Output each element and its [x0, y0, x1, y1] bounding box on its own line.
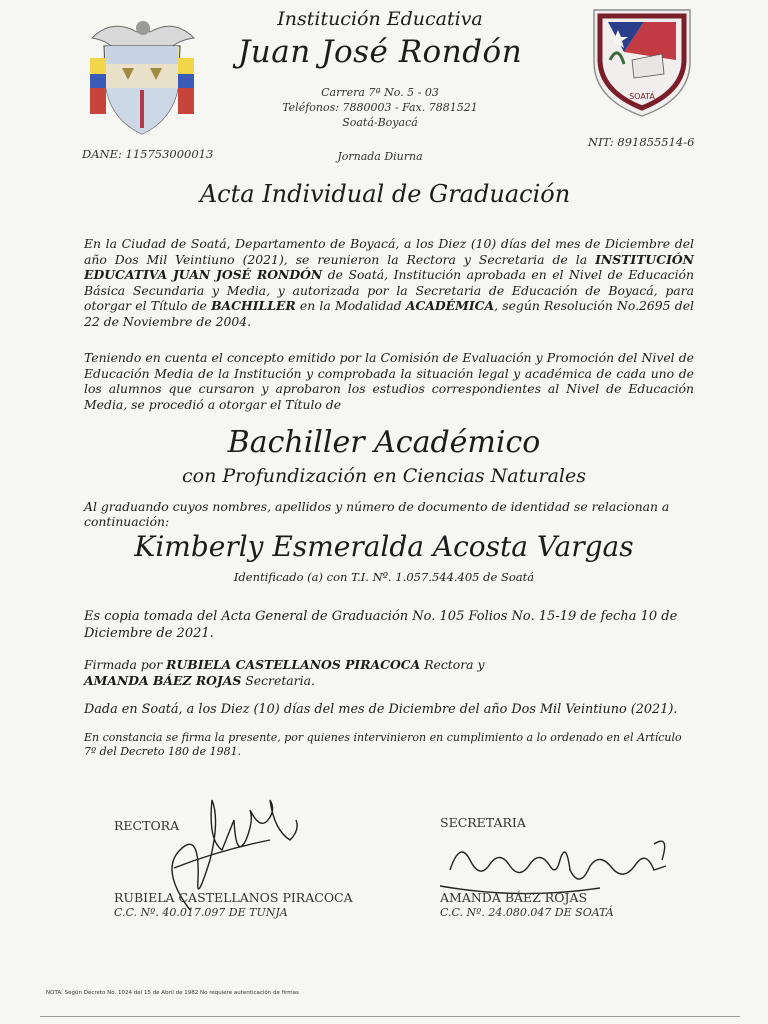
- paragraph-intro-text-1: En la Ciudad de Soatá, Departamento de Boyacá, a los Diez (10) días del mes de Diciembre del año Dos Mil Veintiuno (2021), se reunieron la Rectora y Secretaria de la: [84, 236, 694, 267]
- bottom-rule: [40, 1016, 740, 1017]
- institution-bold: INSTITUCIÓN EDUCATIVA JUAN JOSÉ RONDÓN: [84, 251, 694, 282]
- institution-label: Institución Educativa: [277, 8, 483, 30]
- institution-address: Carrera 7ª No. 5 - 03: [321, 86, 439, 99]
- degree-title: Bachiller Académico: [227, 425, 541, 460]
- institution-city: Soatá-Boyacá: [342, 116, 418, 129]
- crest-label: SOATÁ: [629, 92, 655, 101]
- secretary-role: SECRETARIA: [440, 815, 526, 830]
- rector-name: RUBIELA CASTELLANOS PIRACOCA: [114, 890, 353, 905]
- rector-role: RECTORA: [114, 818, 180, 833]
- secretary-name-bold: AMANDA BÁEZ ROJAS: [84, 673, 242, 688]
- paragraph-intro: [84, 236, 694, 329]
- paragraph-evaluation: Teniendo en cuenta el concepto emitido por la Comisión de Evaluación y Promoción del Nivel de Educación Media de la Institución y comprobada la situación legal y académica de cada uno de los alumnos que cursaron y aprobaron los estudios correspondientes al Nivel de Educación Media, se procedió a otorgar el Título de: [84, 350, 694, 412]
- copy-note: Es copia tomada del Acta General de Graduación No. 105 Folios No. 15-19 de fecha 10 de Diciembre de 2021.: [84, 609, 678, 641]
- degree-subtitle: con Profundización en Ciencias Naturales: [182, 465, 586, 487]
- secretary-cc: C.C. Nº. 24.080.047 DE SOATÁ: [440, 906, 614, 919]
- constancia: En constancia se firma la presente, por quienes intervinieron en cumplimiento a lo ordenado en el Artículo 7º del Decreto 180 de 1981.: [84, 731, 682, 758]
- paragraph-intro-text-3: en la Modalidad: [295, 298, 406, 313]
- secretary-name: AMANDA BÁEZ ROJAS: [440, 890, 588, 905]
- footer-note: NOTA: Según Decreto No. 1024 del 15 de Abril de 1982 No requiere autenticación de firmas: [46, 990, 299, 996]
- bachiller-bold: BACHILLER: [211, 298, 296, 313]
- graduate-id: Identificado (a) con T.I. Nº. 1.057.544.405 de Soatá: [233, 570, 535, 584]
- document-title: Acta Individual de Graduación: [199, 180, 571, 208]
- rector-cc: C.C. Nº. 40.017.097 DE TUNJA: [114, 906, 288, 919]
- graduate-intro: Al graduando cuyos nombres, apellidos y número de documento de identidad se relacionan a continuación:: [84, 499, 670, 529]
- institution-name: Juan José Rondón: [237, 34, 523, 70]
- signed-by-text-1: Firmada por: [84, 657, 167, 672]
- institution-phones: Teléfonos: 7880003 - Fax. 7881521: [282, 101, 478, 114]
- nit-code: NIT: 891855514-6: [588, 135, 695, 149]
- paragraph-intro-text-2: de Soatá, Institución aprobada en el Nivel de Educación Básica Secundaria y Media, y autorizada por la Secretaria de Educación de Boyacá, para otorgar el Título de: [84, 267, 694, 313]
- signed-by: [84, 657, 524, 689]
- signed-by-text-2: Rectora y: [420, 657, 485, 672]
- graduate-name: Kimberly Esmeralda Acosta Vargas: [134, 530, 634, 563]
- institution-crest-icon: [588, 4, 696, 120]
- modality-bold: ACADÉMICA: [405, 298, 495, 313]
- dane-code: DANE: 115753000013: [82, 147, 214, 161]
- paragraph-intro-text-4: , según Resolución No.2695 del 22 de Noviembre de 2004.: [84, 298, 694, 329]
- jornada: Jornada Diurna: [337, 150, 423, 163]
- signed-by-text-3: Secretaria.: [241, 673, 315, 688]
- given-at: Dada en Soatá, a los Diez (10) días del mes de Diciembre del año Dos Mil Veintiuno (2021).: [84, 702, 678, 717]
- rector-name-bold: RUBIELA CASTELLANOS PIRACOCA: [166, 657, 421, 672]
